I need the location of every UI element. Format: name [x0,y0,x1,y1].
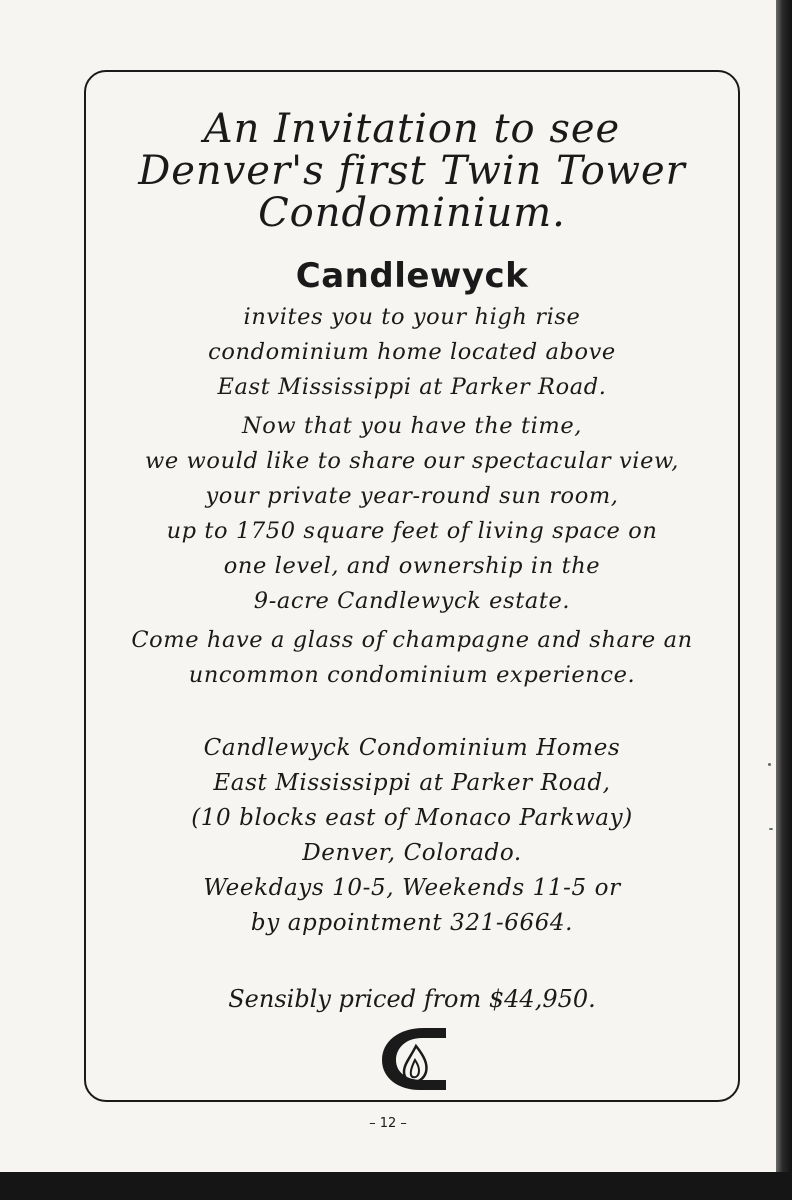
features-line: your private year-round sun room, [205,483,619,509]
invitation-line: condominium home located above [208,339,616,365]
address-line: Weekdays 10-5, Weekends 11-5 or [203,875,621,901]
address-line: Denver, Colorado. [302,840,522,866]
champagne-line: uncommon condominium experience. [188,662,636,688]
page-number: – 12 – [369,1116,407,1131]
address-line: by appointment 321-6664. [250,910,574,936]
features-line: we would like to share our spectacular view, [145,448,679,474]
price-line: Sensibly priced from $44,950. [228,985,596,1013]
address-block [84,731,740,941]
candle-flame-c-logo-icon [376,1020,452,1092]
address-line: East Mississippi at Parker Road, [213,770,611,796]
invitation-line: invites you to your high rise [243,304,581,330]
invitation-paragraph [84,300,740,405]
heading-line-3: Condominium. [258,190,566,236]
heading-line-2: Denver's first Twin Tower [138,148,686,194]
features-line: up to 1750 square feet of living space on [166,518,658,544]
heading-line-1: An Invitation to see [203,106,621,152]
brand-name: Candlewyck [295,256,529,296]
paper-speck [768,763,771,766]
champagne-paragraph [84,623,740,693]
champagne-line: Come have a glass of champagne and share an [131,627,693,653]
paper-speck [769,828,773,830]
invitation-line: East Mississippi at Parker Road. [217,374,607,400]
page-bottom-edge [0,1172,792,1200]
book-spine-edge [776,0,792,1200]
features-line: 9-acre Candlewyck estate. [253,588,571,614]
invitation-content [84,108,740,1017]
features-paragraph [84,409,740,619]
features-line: one level, and ownership in the [223,553,601,579]
features-line: Now that you have the time, [241,413,582,439]
address-line: Candlewyck Condominium Homes [203,735,621,761]
address-line: (10 blocks east of Monaco Parkway) [191,805,633,831]
